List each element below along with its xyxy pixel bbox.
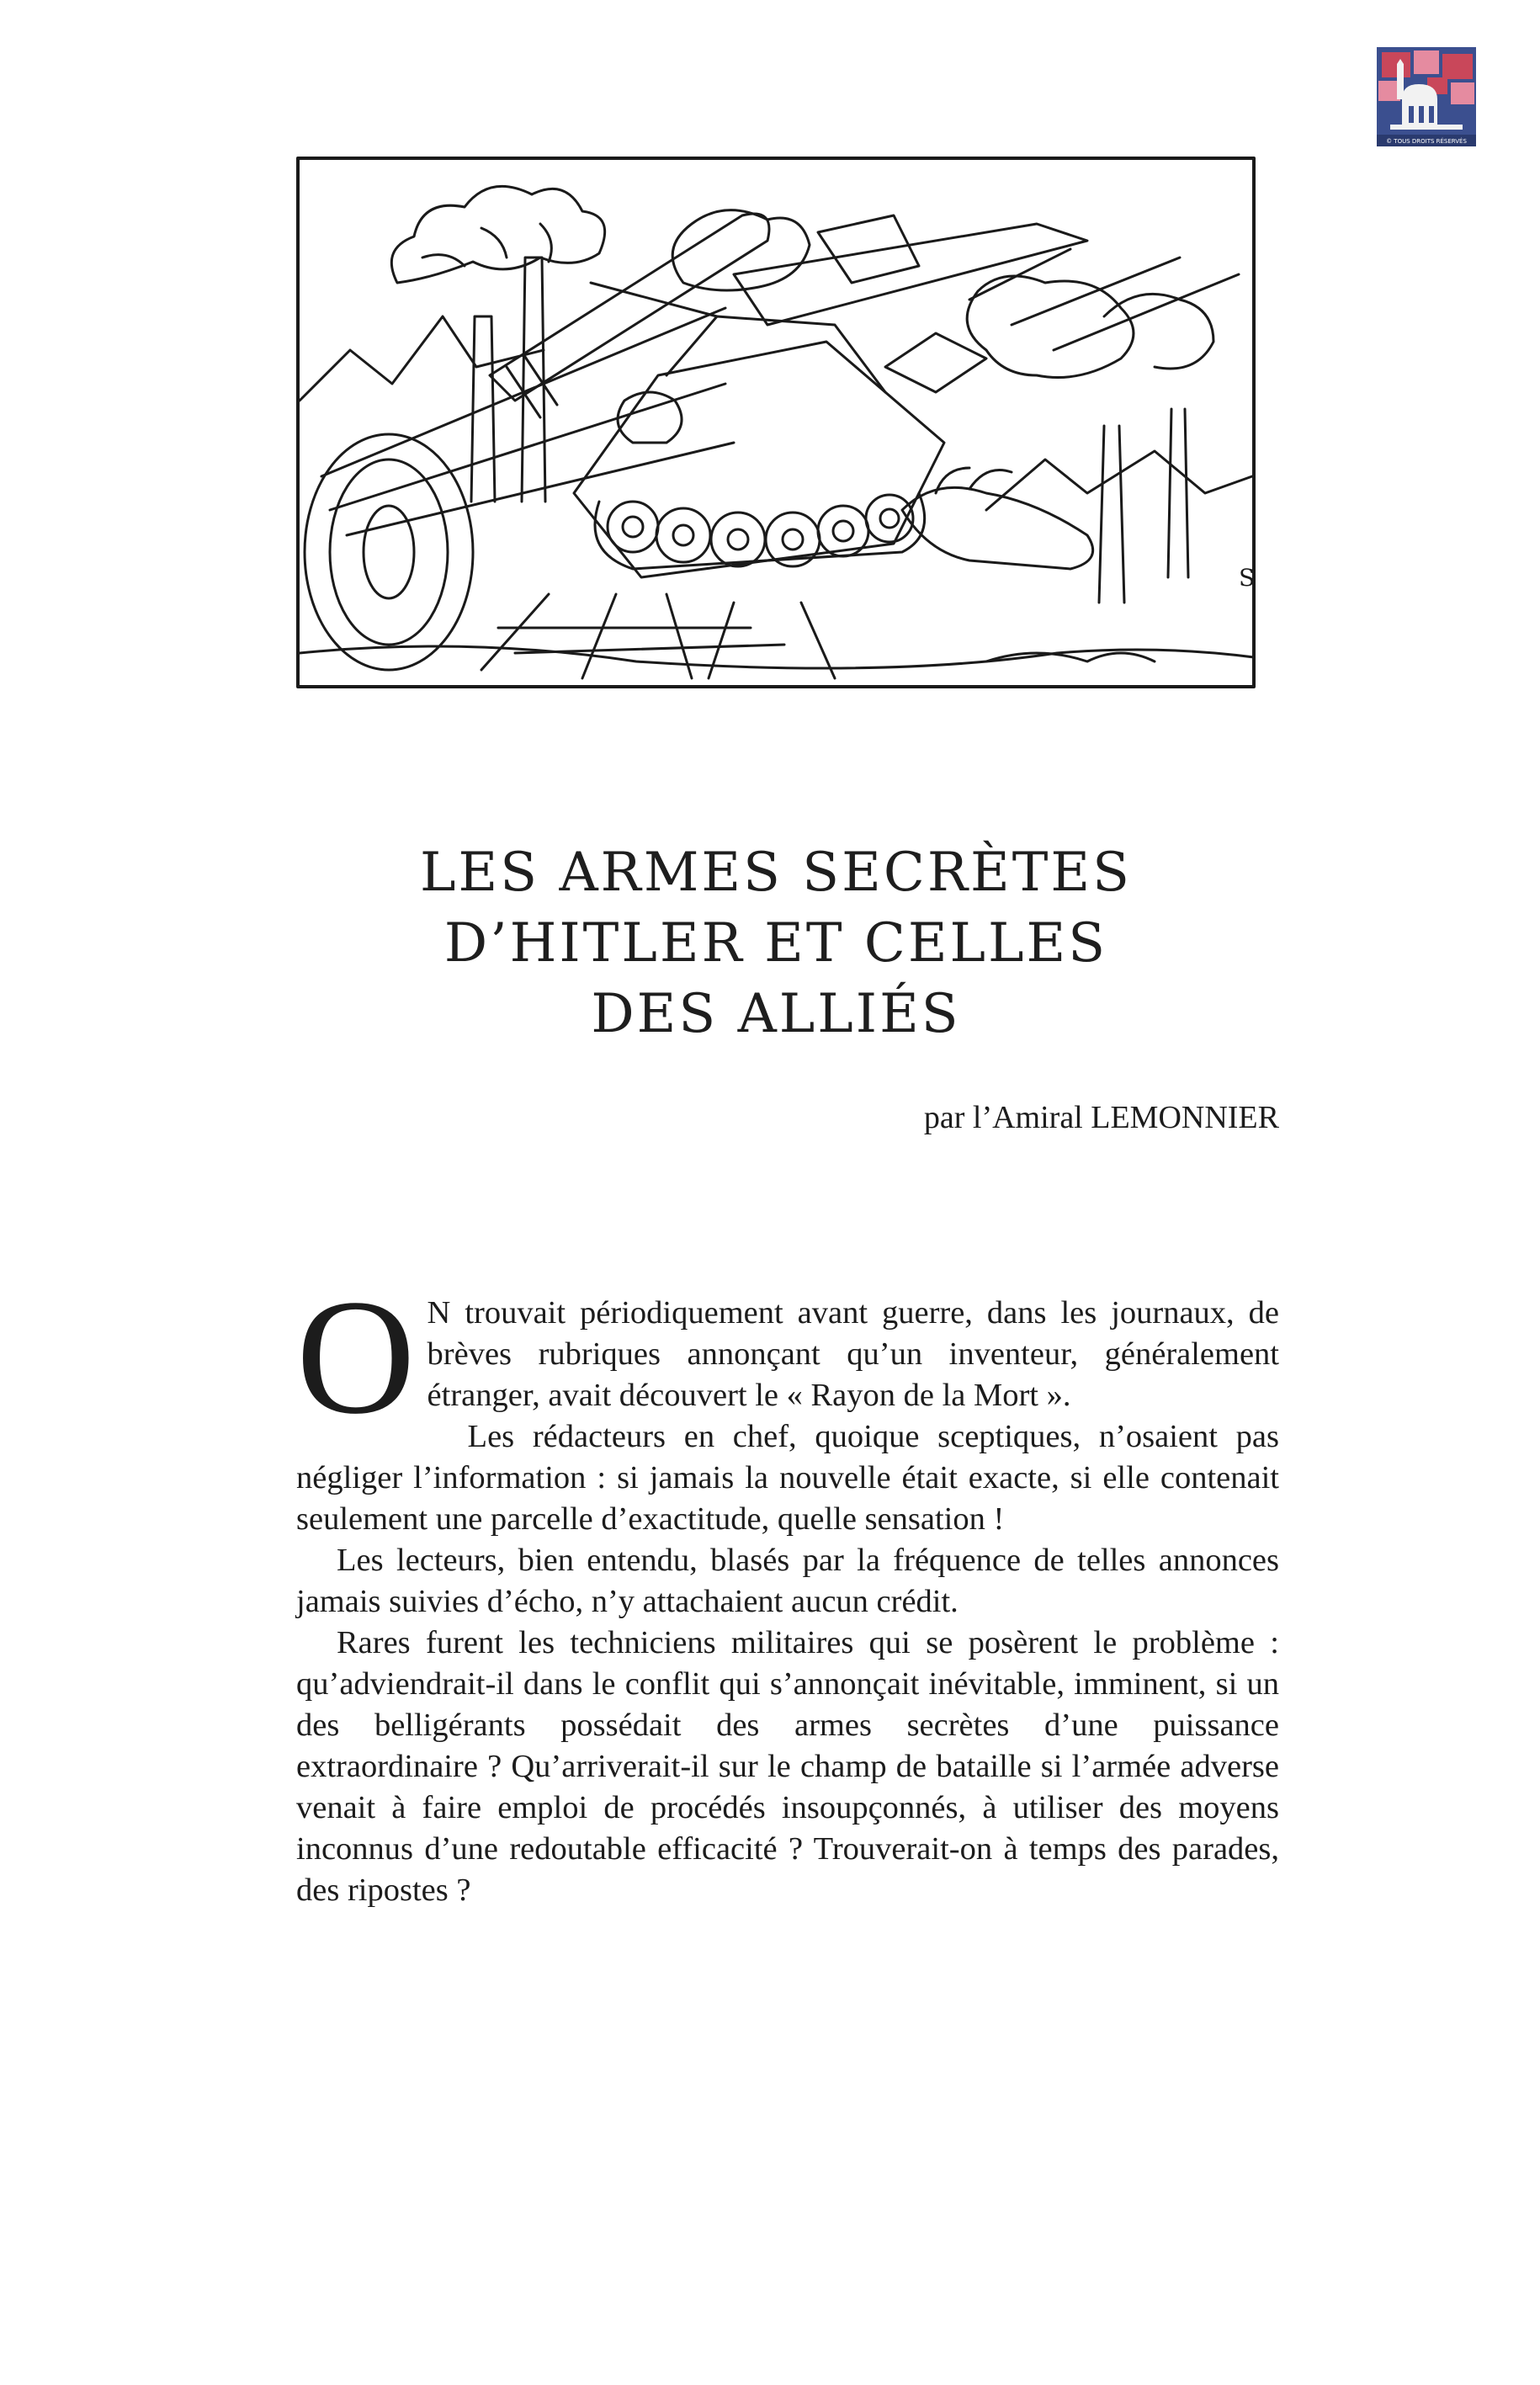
searchlight-wheel <box>305 308 734 670</box>
title-line: LES ARMES SECRÈTES <box>420 842 1132 904</box>
drop-cap: O <box>296 1266 416 1448</box>
war-machines-illustration <box>296 157 1256 688</box>
logo-caption: © TOUS DROITS RÉSERVÉS <box>1386 138 1467 145</box>
mountains-left <box>300 316 544 401</box>
hand <box>902 468 1093 569</box>
paragraph: Les lecteurs, bien entendu, blasés par la fréquence de telles annonces jamais suivies d’écho, n’y attachaient aucun crédit. <box>296 1543 1279 1619</box>
article-title <box>296 837 1256 1049</box>
title-line: D’HITLER ET CELLES <box>443 912 1108 975</box>
author-byline: par l’Amiral LEMONNIER <box>923 1100 1279 1135</box>
article-body <box>296 1266 1279 1911</box>
paragraph: Rares furent les techniciens militaires qui se posèrent le problème : qu’adviendrait-il dans le conflit qui s’annonçait inévitable, imminent, si un des belligérants possédait des armes secrètes d’une puissance extraordinaire ? Qu’arriverait-il sur le champ de bataille si l’armée adverse venait à faire emploi de procédés insoupçonnés, à utiliser des moyens inconnus d’une redoutable efficacité ? Trouverait-on à temps des parades, des ripostes ? <box>296 1625 1279 1908</box>
artist-signature: S <box>1239 564 1256 592</box>
debris <box>986 653 1155 661</box>
title-line: DES ALLIÉS <box>591 983 961 1045</box>
paragraph <box>296 1266 1279 1448</box>
illustration-frame <box>298 158 1254 687</box>
logo-emblem-icon <box>1377 47 1476 146</box>
publisher-logo <box>1377 47 1476 146</box>
barbed-wire <box>481 594 835 678</box>
ground <box>300 646 1254 668</box>
rocket <box>490 214 769 417</box>
paragraph-text: N trouvait périodiquement avant guerre, dans les journaux, de brèves rubriques annonçant qu’un inventeur, généralement étranger, avait découvert le « Rayon de la Mort ». <box>427 1295 1279 1413</box>
paragraph: Les rédacteurs en chef, quoique sceptiques, n’osaient pas négliger l’information : si jamais la nouvelle était exacte, si elle contenait seulement une parcelle d’exactitude, quelle sensation ! <box>296 1419 1279 1537</box>
